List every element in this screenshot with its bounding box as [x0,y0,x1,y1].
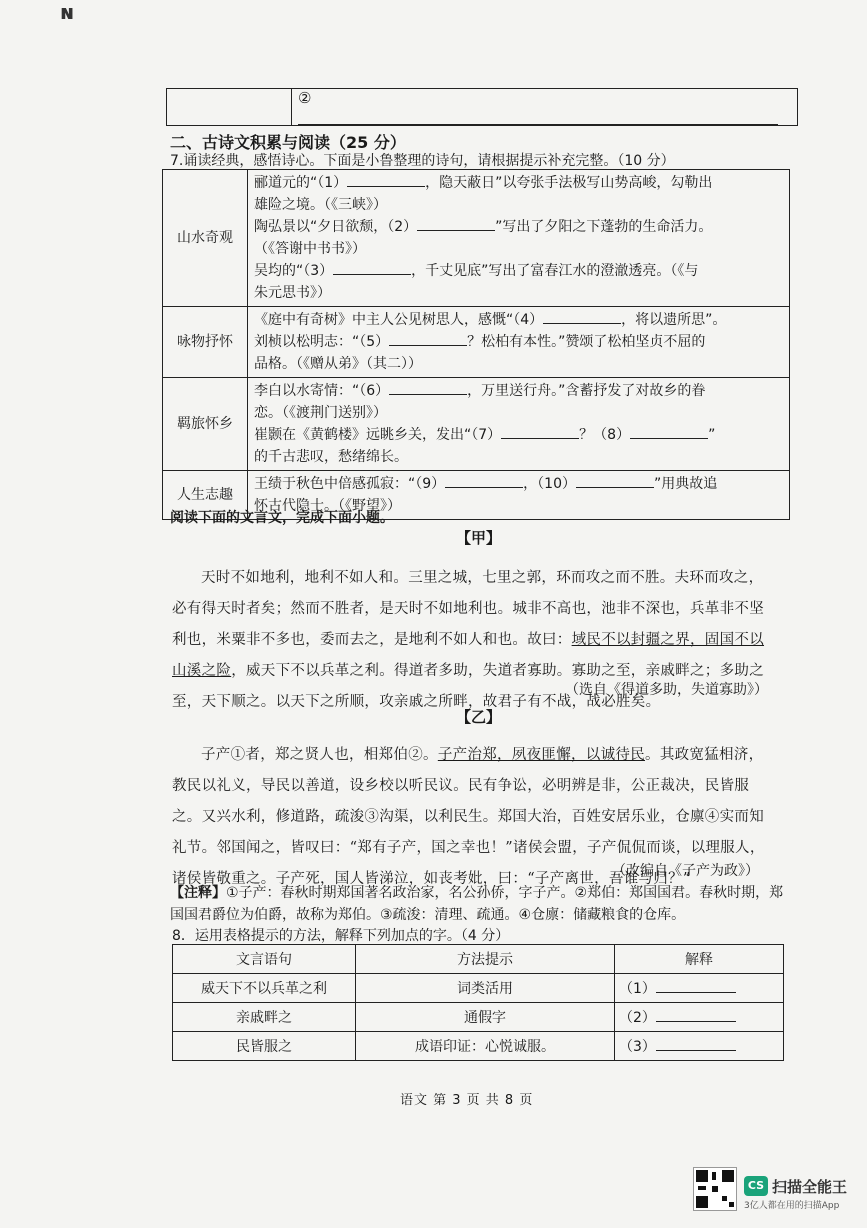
poem-text: 吴均的“（3） [254,263,334,279]
fill-blank [389,331,467,346]
poem-content [248,307,790,378]
camscanner-tagline: 3亿人都在用的扫描App [744,1201,840,1211]
header-sentence: 文言语句 [173,945,356,974]
poem-category: 人生志趣 [163,471,248,520]
fill-blank [656,1036,736,1051]
poem-text: 崔颢在《黄鹤楼》远眺乡关，发出“（7） [254,427,502,443]
poem-text: ”用典故追 [654,476,718,492]
method-cell: 成语印证：心悦诚服。 [356,1032,615,1061]
fill-blank [333,260,411,275]
poem-text: （《答谢中书书》） [254,241,366,257]
passage-yi-source: （改编自《子产为政》） [612,863,759,879]
answer-cell-2 [292,89,798,126]
method-table [172,944,784,1061]
method-row [173,1003,784,1032]
corner-mark: ɴ [60,0,75,24]
sentence-cell: 亲戚畔之 [173,1003,356,1032]
poem-text: ”写出了夕阳之下蓬勃的生命活力。 [495,219,713,235]
answer-number: （1） [619,981,656,997]
sentence-cell: 民皆服之 [173,1032,356,1061]
poem-row [163,378,790,471]
passage-text: 。其政宽猛相济，教民以礼义，导民以善道，设乡校以听民议。民有争讼，必明辨是非，公正裁决，民皆服之。又兴水利，修道路，疏浚③沟渠，以利民生。郑国大治，百姓安居乐业，仓廪④实而知礼节。邻国闻之，皆叹曰：“郑有子产，国之幸也！”诸侯会盟，子产侃侃而谈，以理服人，诸侯皆敬重之。子产死，国人皆涕泣，如丧考妣，曰：“子产离世，吾谁与归？” [172,747,765,887]
poem-category: 咏物抒怀 [163,307,248,378]
poem-category: 羁旅怀乡 [163,378,248,471]
passage-yi-label: 【乙】 [456,708,502,726]
poem-category: 山水奇观 [163,170,248,307]
section-title: 二、古诗文积累与阅读（25 分） [170,133,406,152]
poem-text: ，（10） [523,476,576,492]
header-answer: 解释 [615,945,784,974]
camscanner-logo: CS [744,1176,768,1196]
poem-text: ” [708,427,716,443]
poem-text: 刘桢以松明志：“（5） [254,334,390,350]
poem-text: 品格。（《赠从弟》（其二）） [254,356,422,372]
question-8-prompt: 8．运用表格提示的方法，解释下列加点的字。（4 分） [172,928,510,944]
passage-jia-label: 【甲】 [456,529,502,547]
fill-blank [630,424,708,439]
fill-blank [656,978,736,993]
underlined-sentence: 域民不以封疆之界，固国不以山溪之险 [172,632,765,679]
header-method: 方法提示 [356,945,615,974]
method-cell: 词类活用 [356,974,615,1003]
page-footer: 语文 第 3 页 共 8 页 [400,1093,534,1108]
notes-text: ①子产：春秋时期郑国著名政治家，名公孙侨，字子产。②郑伯：郑国国君。春秋时期，郑国国君爵位为伯爵，故称为郑伯。③疏浚：清理、疏通。④仓廪：储藏粮食的仓库。 [170,885,784,923]
annotation-notes [170,882,784,926]
fill-blank [656,1007,736,1022]
poem-text: 郦道元的“（1） [254,175,348,191]
reading-instruction: 阅读下面的文言文，完成下面小题。 [170,510,394,526]
fill-blank [543,309,621,324]
poem-text: 朱元思书》） [254,285,331,301]
answer-blank [298,110,778,125]
sentence-cell: 威天下不以兵革之利 [173,974,356,1003]
poem-text: 陶弘景以“夕日欲颓，（2） [254,219,418,235]
fill-blank [501,424,579,439]
poem-text: ，隐天蔽日”以夸张手法极写山势高峻，勾勒出 [425,175,713,191]
fill-blank [445,473,523,488]
poem-row [163,307,790,378]
poem-text: 李白以水寄情：“（6） [254,383,390,399]
answer-table-top [166,88,798,126]
poem-text: ，万里送行舟。”含蓄抒发了对故乡的眷 [467,383,706,399]
poem-text: 雄险之境。（《三峡》） [254,197,387,213]
circle-number: ② [298,89,312,107]
qr-code-icon [693,1167,737,1211]
camscanner-name: 扫描全能王 [772,1178,848,1196]
passage-jia-source: （选自《得道多助，失道寡助》） [565,682,768,698]
passage-text: 天时不如地利，地利不如人和。三里之城，七里之郭，环而攻之而不胜。夫环而攻之，必有得天时者矣；然而不胜者，是天时不如地利也。城非不高也，池非不深也，兵革非不坚利也，米粟非不多也，委而去之，是地利不如人和也。故曰： [172,570,764,648]
poem-text: ？（8） [579,427,631,443]
answer-cell-empty [167,89,292,126]
poem-text: 恋。（《渡荆门送别》） [254,405,387,421]
answer-number: （3） [619,1039,656,1055]
passage-text: 子产①者，郑之贤人也，相郑伯②。 [201,747,438,763]
method-cell: 通假字 [356,1003,615,1032]
method-row [173,1032,784,1061]
answer-cell [615,974,784,1003]
underlined-sentence: 子产治郑，夙夜匪懈，以诚待民 [437,747,646,763]
poem-content [248,170,790,307]
poem-text: 怀古代隐士。（《野望》） [254,498,401,514]
fill-blank [347,172,425,187]
answer-cell [615,1003,784,1032]
poem-table [162,169,790,520]
notes-label: 【注释】 [170,885,226,901]
poem-row [163,170,790,307]
poem-content [248,378,790,471]
answer-cell [615,1032,784,1061]
poem-text: ？松柏有本性。”赞颂了松柏坚贞不屈的 [467,334,706,350]
poem-text: ，将以遗所思”。 [621,312,727,328]
fill-blank [576,473,654,488]
answer-number: （2） [619,1010,656,1026]
question-7-prompt: 7.诵读经典，感悟诗心。下面是小鲁整理的诗句，请根据提示补充完整。（10 分） [170,153,675,169]
fill-blank [417,216,495,231]
method-row [173,974,784,1003]
poem-text: 王绩于秋色中倍感孤寂：“（9） [254,476,446,492]
poem-text: ，千丈见底”写出了富春江水的澄澈透亮。（《与 [411,263,699,279]
poem-text: 的千古悲叹，愁绪绵长。 [254,449,408,465]
passage-text: ，威天下不以兵革之利。得道者多助，失道者寡助。寡助之至，亲戚畔之；多助之至，天下顺之。以天下之所顺，攻亲戚之所畔，故君子有不战，战必胜矣。 [172,663,764,710]
method-table-header [173,945,784,974]
poem-text: 《庭中有奇树》中主人公见树思人，感慨“（4） [254,312,544,328]
fill-blank [389,380,467,395]
